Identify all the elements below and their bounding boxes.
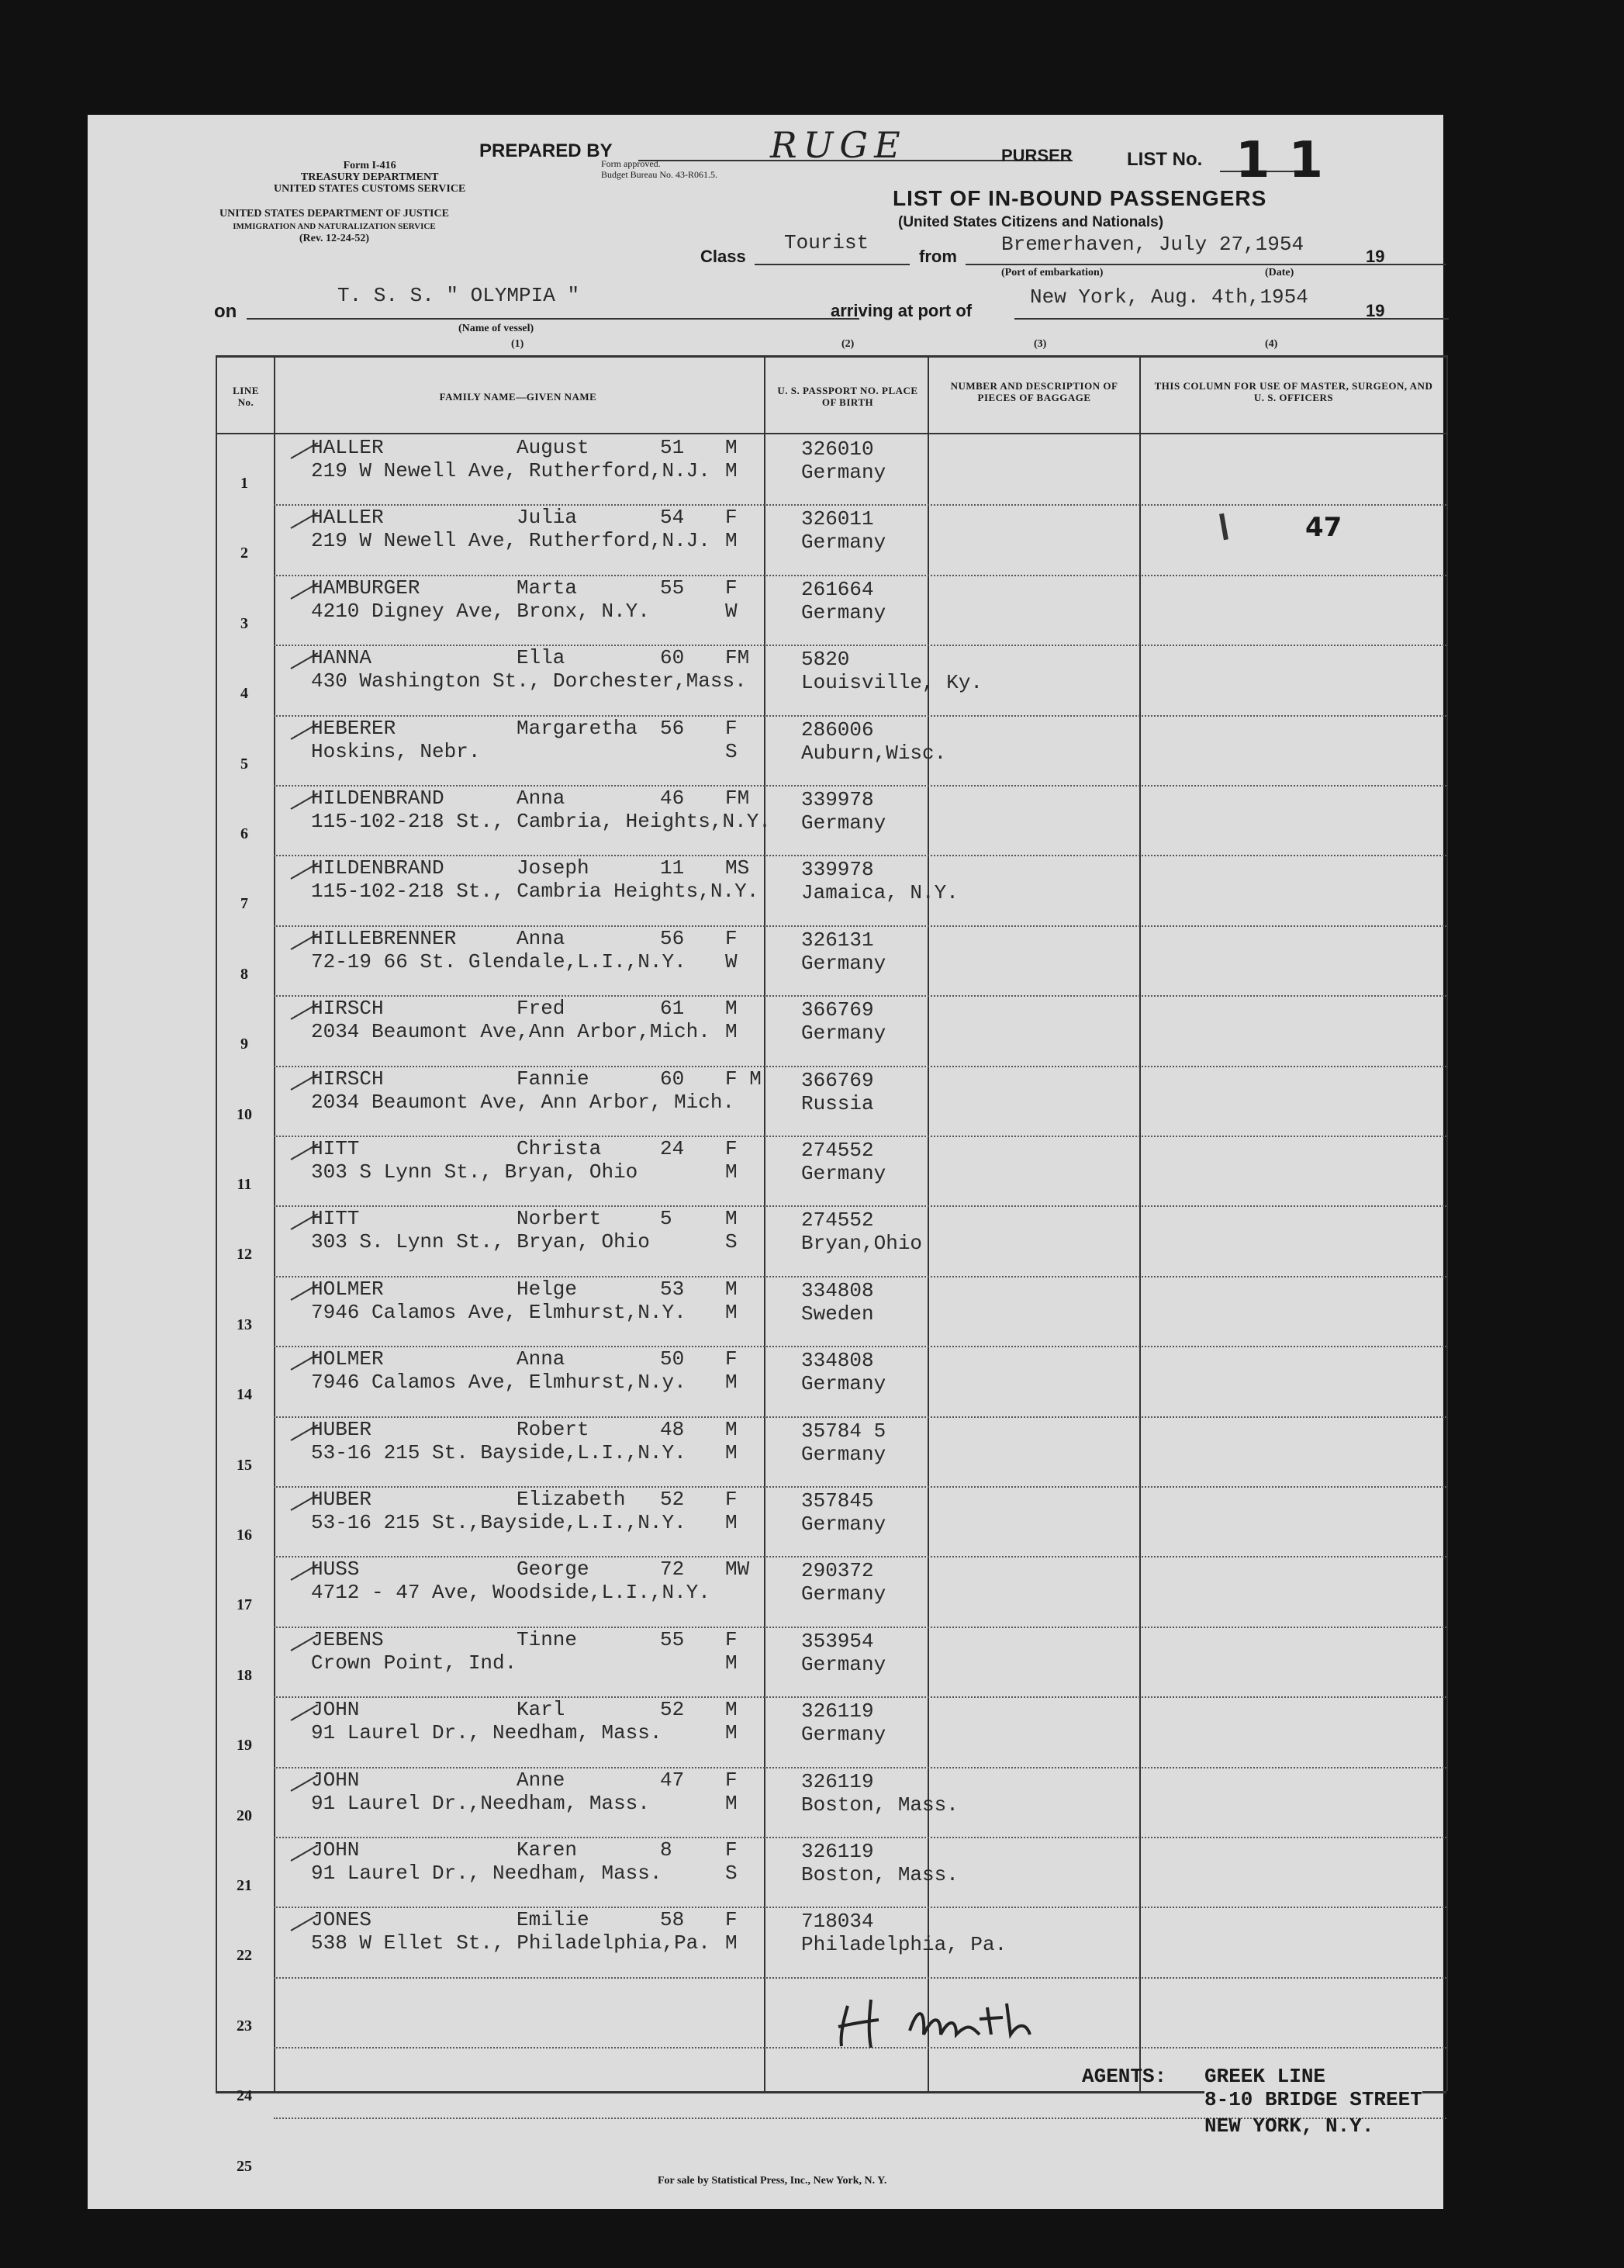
col-header-officers: THIS COLUMN FOR USE OF MASTER, SURGEON, AND U. S. OFFICERS — [1154, 380, 1433, 403]
header-underline — [216, 433, 1446, 434]
given-name: Anna — [517, 1347, 565, 1371]
age: 52 — [660, 1698, 685, 1722]
row-separator — [274, 995, 1446, 997]
list-no-label: LIST No. — [1127, 149, 1203, 170]
line-number: 8 — [240, 965, 248, 983]
place-of-birth: Germany — [801, 1442, 886, 1466]
row-separator — [274, 575, 1446, 576]
officer-mark — [1219, 513, 1228, 541]
place-of-birth: Germany — [801, 1372, 886, 1396]
address: 7946 Calamos Ave, Elmhurst,N.y. — [311, 1371, 686, 1395]
place-of-birth: Louisville, Ky. — [801, 671, 983, 695]
passport-number: 366769 — [801, 1068, 874, 1092]
family-name: HALLER — [311, 506, 384, 530]
given-name: Norbert — [517, 1207, 602, 1231]
justice-block — [219, 208, 449, 245]
form-number: Form I-416 — [343, 160, 396, 171]
passport-number: 357845 — [801, 1489, 874, 1513]
family-name: JEBENS — [311, 1627, 384, 1651]
age: 55 — [660, 576, 685, 600]
row-separator — [274, 1907, 1446, 1908]
row-separator — [274, 1276, 1446, 1277]
col-header-name: FAMILY NAME—GIVEN NAME — [439, 391, 597, 403]
line-number: 16 — [237, 1526, 252, 1544]
family-name: HIRSCH — [311, 997, 384, 1021]
address: 430 Washington St., Dorchester,Mass. — [311, 669, 747, 693]
sex: F — [725, 926, 738, 950]
place-of-birth: Boston, Mass. — [801, 1863, 959, 1886]
place-of-birth: Bryan,Ohio — [801, 1232, 923, 1256]
given-name: Fannie — [517, 1067, 589, 1091]
age: 11 — [660, 856, 685, 880]
passport-number: 5820 — [801, 648, 850, 672]
family-name: HITT — [311, 1207, 360, 1231]
form-id — [274, 160, 465, 195]
row-separator — [274, 1627, 1446, 1628]
age: 52 — [660, 1488, 685, 1511]
class-label: Class — [700, 247, 746, 266]
family-name: HITT — [311, 1137, 360, 1160]
passport-number: 339978 — [801, 788, 874, 811]
given-name: Karen — [517, 1838, 578, 1862]
family-name: JOHN — [311, 1838, 360, 1862]
col-num-1: (1) — [511, 338, 524, 350]
line-number: 18 — [237, 1666, 252, 1684]
col-divider-baggage — [1139, 355, 1141, 2091]
on-label: on — [214, 301, 237, 322]
address: 53-16 215 St. Bayside,L.I.,N.Y. — [311, 1440, 686, 1464]
given-name: Julia — [517, 506, 578, 530]
marital-status: W — [725, 949, 738, 973]
family-name: HOLMER — [311, 1277, 384, 1301]
given-name: Anna — [517, 926, 565, 950]
place-of-birth: Russia — [801, 1091, 874, 1115]
given-name: Helge — [517, 1277, 578, 1301]
address: 7946 Calamos Ave, Elmhurst,N.Y. — [311, 1300, 686, 1324]
line-number: 2 — [240, 545, 248, 562]
address: 303 S Lynn St., Bryan, Ohio — [311, 1160, 638, 1184]
given-name: Tinne — [517, 1627, 578, 1651]
place-of-birth: Sweden — [801, 1302, 874, 1326]
age: 58 — [660, 1908, 685, 1932]
form-approved — [601, 158, 717, 180]
agents-line-2: 8-10 BRIDGE STREET — [1204, 2088, 1422, 2111]
place-of-birth: Germany — [801, 1022, 886, 1046]
row-separator — [274, 855, 1446, 856]
sex: M — [725, 436, 738, 459]
family-name: HOLMER — [311, 1347, 384, 1371]
col-num-4: (4) — [1265, 338, 1278, 350]
family-name: HILDENBRAND — [311, 787, 444, 810]
arrival-value: New York, Aug. 4th,1954 — [1030, 285, 1308, 309]
age: 56 — [660, 716, 685, 740]
row-separator — [274, 1136, 1446, 1137]
given-name: Elizabeth — [517, 1488, 626, 1511]
sex: M — [725, 1417, 738, 1441]
passport-number: 326010 — [801, 437, 874, 461]
class-value: Tourist — [784, 231, 869, 254]
sex: F — [725, 576, 738, 600]
sex: MS — [725, 856, 750, 880]
passport-number: 35784 5 — [801, 1419, 886, 1443]
age: 60 — [660, 1067, 685, 1091]
marital-status: M — [725, 1440, 738, 1464]
age: 8 — [660, 1838, 672, 1862]
year-prefix: 19 — [1366, 247, 1385, 266]
age: 50 — [660, 1347, 685, 1371]
marital-status: M — [725, 529, 738, 553]
passport-number: 326011 — [801, 507, 874, 531]
address: 72-19 66 St. Glendale,L.I.,N.Y. — [311, 949, 686, 973]
place-of-birth: Auburn,Wisc. — [801, 741, 947, 765]
address: 4210 Digney Ave, Bronx, N.Y. — [311, 599, 650, 623]
col-header-line-no: LINE No. — [233, 385, 259, 408]
address: 115-102-218 St., Cambria Heights,N.Y. — [311, 880, 759, 904]
marital-status: M — [725, 1931, 738, 1955]
class-underline — [755, 264, 910, 265]
marital-status: S — [725, 739, 738, 763]
col-num-2: (2) — [841, 338, 855, 350]
row-separator — [274, 504, 1446, 506]
family-name: HAMBURGER — [311, 576, 420, 600]
vessel-caption: (Name of vessel) — [458, 323, 534, 334]
line-number: 15 — [237, 1456, 252, 1474]
place-of-birth: Germany — [801, 461, 886, 484]
prepared-by-label: PREPARED BY — [479, 140, 613, 161]
year-prefix-2: 19 — [1366, 301, 1385, 320]
marital-status: W — [725, 599, 738, 623]
address: 91 Laurel Dr., Needham, Mass. — [311, 1721, 662, 1745]
age: 55 — [660, 1627, 685, 1651]
passport-number: 339978 — [801, 858, 874, 882]
line-number: 24 — [237, 2087, 252, 2105]
passport-number: 326131 — [801, 928, 874, 952]
row-separator — [274, 645, 1446, 646]
family-name: HANNA — [311, 646, 372, 670]
address: 4712 - 47 Ave, Woodside,L.I.,N.Y. — [311, 1581, 710, 1605]
place-of-birth: Germany — [801, 1652, 886, 1676]
row-separator — [274, 1767, 1446, 1768]
agents-label: AGENTS: — [1082, 2065, 1167, 2088]
date-caption: (Date) — [1265, 267, 1294, 278]
sex: M — [725, 1207, 738, 1231]
budget-bureau-line: Budget Bureau No. 43-R061.5. — [601, 169, 717, 180]
sex: F M — [725, 1067, 762, 1091]
address: 2034 Beaumont Ave,Ann Arbor,Mich. — [311, 1020, 710, 1044]
family-name: HEBERER — [311, 716, 396, 740]
marital-status: M — [725, 1651, 738, 1675]
sex: M — [725, 997, 738, 1021]
sex: F — [725, 716, 738, 740]
officer-note: 47 — [1305, 512, 1342, 544]
passport-number: 353954 — [801, 1629, 874, 1653]
age: 48 — [660, 1417, 685, 1441]
family-name: HUSS — [311, 1558, 360, 1582]
age: 54 — [660, 506, 685, 530]
address: 53-16 215 St.,Bayside,L.I.,N.Y. — [311, 1511, 686, 1534]
age: 53 — [660, 1277, 685, 1301]
family-name: HILLEBRENNER — [311, 926, 457, 950]
age: 61 — [660, 997, 685, 1021]
place-of-birth: Germany — [801, 1723, 886, 1747]
line-number: 25 — [237, 2157, 252, 2175]
row-separator — [274, 1416, 1446, 1418]
line-number: 12 — [237, 1246, 252, 1264]
given-name: Robert — [517, 1417, 589, 1441]
form-approved-line: Form approved. — [601, 158, 661, 169]
address: 91 Laurel Dr.,Needham, Mass. — [311, 1791, 650, 1815]
given-name: Joseph — [517, 856, 589, 880]
address: 538 W Ellet St., Philadelphia,Pa. — [311, 1931, 710, 1955]
sex: FM — [725, 787, 750, 810]
sex: M — [725, 1277, 738, 1301]
place-of-birth: Boston, Mass. — [801, 1793, 959, 1817]
place-of-birth: Germany — [801, 1513, 886, 1536]
age: 24 — [660, 1137, 685, 1160]
purser-label: PURSER — [1001, 146, 1073, 165]
marital-status: M — [725, 1160, 738, 1184]
line-number: 4 — [240, 685, 248, 703]
given-name: George — [517, 1558, 589, 1582]
place-of-birth: Germany — [801, 1582, 886, 1606]
table-left-border — [216, 355, 217, 2091]
line-number: 10 — [237, 1105, 252, 1123]
place-of-birth: Germany — [801, 951, 886, 975]
age: 46 — [660, 787, 685, 810]
signature-text — [863, 2046, 866, 2047]
page-title: LIST OF IN-BOUND PASSENGERS — [893, 186, 1267, 210]
marital-status: M — [725, 1300, 738, 1324]
line-number: 11 — [237, 1176, 252, 1193]
form-service: UNITED STATES CUSTOMS SERVICE — [274, 183, 466, 195]
line-number: 17 — [237, 1596, 252, 1614]
arriving-label: arriving at port of — [831, 301, 973, 320]
list-no-value: 11 — [1235, 132, 1342, 189]
vessel-value: T. S. S. " OLYMPIA " — [337, 284, 580, 307]
col-header-passport: U. S. PASSPORT NO. PLACE OF BIRTH — [777, 385, 918, 408]
address: 219 W Newell Ave, Rutherford,N.J. — [311, 459, 710, 482]
sex: F — [725, 1838, 738, 1862]
line-number: 14 — [237, 1386, 252, 1404]
marital-status: M — [725, 1791, 738, 1815]
given-name: Karl — [517, 1698, 565, 1722]
age: 5 — [660, 1207, 672, 1231]
place-of-birth: Philadelphia, Pa. — [801, 1933, 1007, 1957]
manifest-page — [88, 115, 1443, 2209]
table-top-border — [216, 355, 1446, 358]
address: Crown Point, Ind. — [311, 1651, 517, 1675]
marital-status: M — [725, 459, 738, 482]
given-name: Margaretha — [517, 716, 638, 740]
port-embark-caption: (Port of embarkation) — [1001, 267, 1104, 278]
marital-status: S — [725, 1230, 738, 1254]
given-name: Marta — [517, 576, 578, 600]
passport-number: 366769 — [801, 998, 874, 1022]
place-of-birth: Germany — [801, 531, 886, 555]
age: 60 — [660, 646, 685, 670]
marital-status: S — [725, 1862, 738, 1885]
marital-status: M — [725, 1721, 738, 1745]
sex: FM — [725, 646, 750, 670]
family-name: HIRSCH — [311, 1067, 384, 1091]
footer-printer: For sale by Statistical Press, Inc., New York, N. Y. — [658, 2175, 887, 2187]
row-separator — [274, 715, 1446, 717]
row-separator — [274, 1346, 1446, 1347]
passport-number: 274552 — [801, 1139, 874, 1162]
given-name: August — [517, 436, 589, 459]
justice-rev: (Rev. 12-24-52) — [299, 233, 370, 244]
passport-number: 326119 — [801, 1699, 874, 1723]
passport-number: 326119 — [801, 1840, 874, 1863]
age: 51 — [660, 436, 685, 459]
line-number: 20 — [237, 1806, 252, 1824]
family-name: HUBER — [311, 1417, 372, 1441]
family-name: HUBER — [311, 1488, 372, 1511]
family-name: HILDENBRAND — [311, 856, 444, 880]
row-separator — [274, 1556, 1446, 1558]
form-dept: TREASURY DEPARTMENT — [300, 171, 439, 183]
address: 91 Laurel Dr., Needham, Mass. — [311, 1862, 662, 1885]
row-separator — [274, 1066, 1446, 1067]
row-separator — [274, 1205, 1446, 1207]
vessel-underline — [247, 318, 859, 320]
marital-status: M — [725, 1020, 738, 1044]
address: 2034 Beaumont Ave, Ann Arbor, Mich. — [311, 1090, 735, 1114]
given-name: Fred — [517, 997, 565, 1021]
address: 115-102-218 St., Cambria, Heights,N.Y. — [311, 810, 771, 833]
line-number: 21 — [237, 1877, 252, 1894]
family-name: HALLER — [311, 436, 384, 459]
prepared-by-value: RUGE — [770, 124, 907, 166]
line-number: 9 — [240, 1035, 248, 1053]
age: 72 — [660, 1558, 685, 1582]
passport-number: 326119 — [801, 1769, 874, 1793]
justice-dept: UNITED STATES DEPARTMENT OF JUSTICE — [219, 208, 449, 220]
from-label: from — [919, 247, 957, 266]
passport-number: 286006 — [801, 717, 874, 742]
family-name: JOHN — [311, 1698, 360, 1722]
sex: F — [725, 1488, 738, 1511]
age: 47 — [660, 1768, 685, 1792]
line-number: 1 — [240, 475, 248, 492]
line-number: 23 — [237, 2017, 252, 2035]
justice-service: IMMIGRATION AND NATURALIZATION SERVICE — [233, 222, 436, 231]
line-number: 7 — [240, 895, 248, 913]
sex: MW — [725, 1558, 750, 1582]
passport-number: 334808 — [801, 1349, 874, 1373]
agents-line-1: GREEK LINE — [1204, 2065, 1326, 2088]
row-separator — [274, 1696, 1446, 1698]
given-name: Anna — [517, 787, 565, 810]
row-separator — [274, 1486, 1446, 1488]
passport-number: 274552 — [801, 1208, 874, 1233]
sex: F — [725, 1347, 738, 1371]
officer-signature — [832, 1992, 1065, 2054]
address: Hoskins, Nebr. — [311, 739, 481, 763]
address: 303 S. Lynn St., Bryan, Ohio — [311, 1230, 650, 1254]
sex: F — [725, 1908, 738, 1932]
sex: M — [725, 1698, 738, 1722]
col-divider-name — [764, 355, 765, 2091]
place-of-birth: Germany — [801, 1162, 886, 1185]
page-subtitle: (United States Citizens and Nationals) — [898, 214, 1164, 230]
given-name: Emilie — [517, 1908, 589, 1932]
place-of-birth: Germany — [801, 600, 886, 624]
col-num-3: (3) — [1034, 338, 1047, 350]
given-name: Christa — [517, 1137, 602, 1160]
passport-number: 290372 — [801, 1559, 874, 1583]
sex: F — [725, 1137, 738, 1160]
table-right-border — [1446, 355, 1448, 2091]
line-number: 3 — [240, 614, 248, 632]
passport-number: 718034 — [801, 1910, 874, 1934]
family-name: JOHN — [311, 1768, 360, 1792]
row-separator — [274, 785, 1446, 787]
given-name: Anne — [517, 1768, 565, 1792]
marital-status: M — [725, 1511, 738, 1534]
sex: F — [725, 506, 738, 530]
line-number: 19 — [237, 1737, 252, 1755]
place-of-birth: Germany — [801, 811, 886, 835]
given-name: Ella — [517, 646, 565, 670]
family-name: JONES — [311, 1908, 372, 1932]
col-divider-passport — [928, 355, 929, 2091]
sex: F — [725, 1768, 738, 1792]
row-separator — [274, 1837, 1446, 1838]
passport-number: 334808 — [801, 1278, 874, 1302]
row-separator — [274, 1977, 1446, 1979]
line-number: 5 — [240, 755, 248, 773]
age: 56 — [660, 926, 685, 950]
from-value: Bremerhaven, July 27,1954 — [1001, 233, 1304, 256]
col-header-baggage: NUMBER AND DESCRIPTION OF PIECES OF BAGGAGE — [950, 380, 1118, 403]
line-number: 13 — [237, 1316, 252, 1333]
col-divider-lineno — [274, 355, 275, 2091]
passport-number: 261664 — [801, 577, 874, 601]
address: 219 W Newell Ave, Rutherford,N.J. — [311, 529, 710, 553]
line-number: 22 — [237, 1947, 252, 1965]
line-number: 6 — [240, 825, 248, 842]
marital-status: M — [725, 1371, 738, 1395]
place-of-birth: Jamaica, N.Y. — [801, 881, 959, 905]
sex: F — [725, 1627, 738, 1651]
agents-line-3: NEW YORK, N.Y. — [1204, 2114, 1374, 2138]
